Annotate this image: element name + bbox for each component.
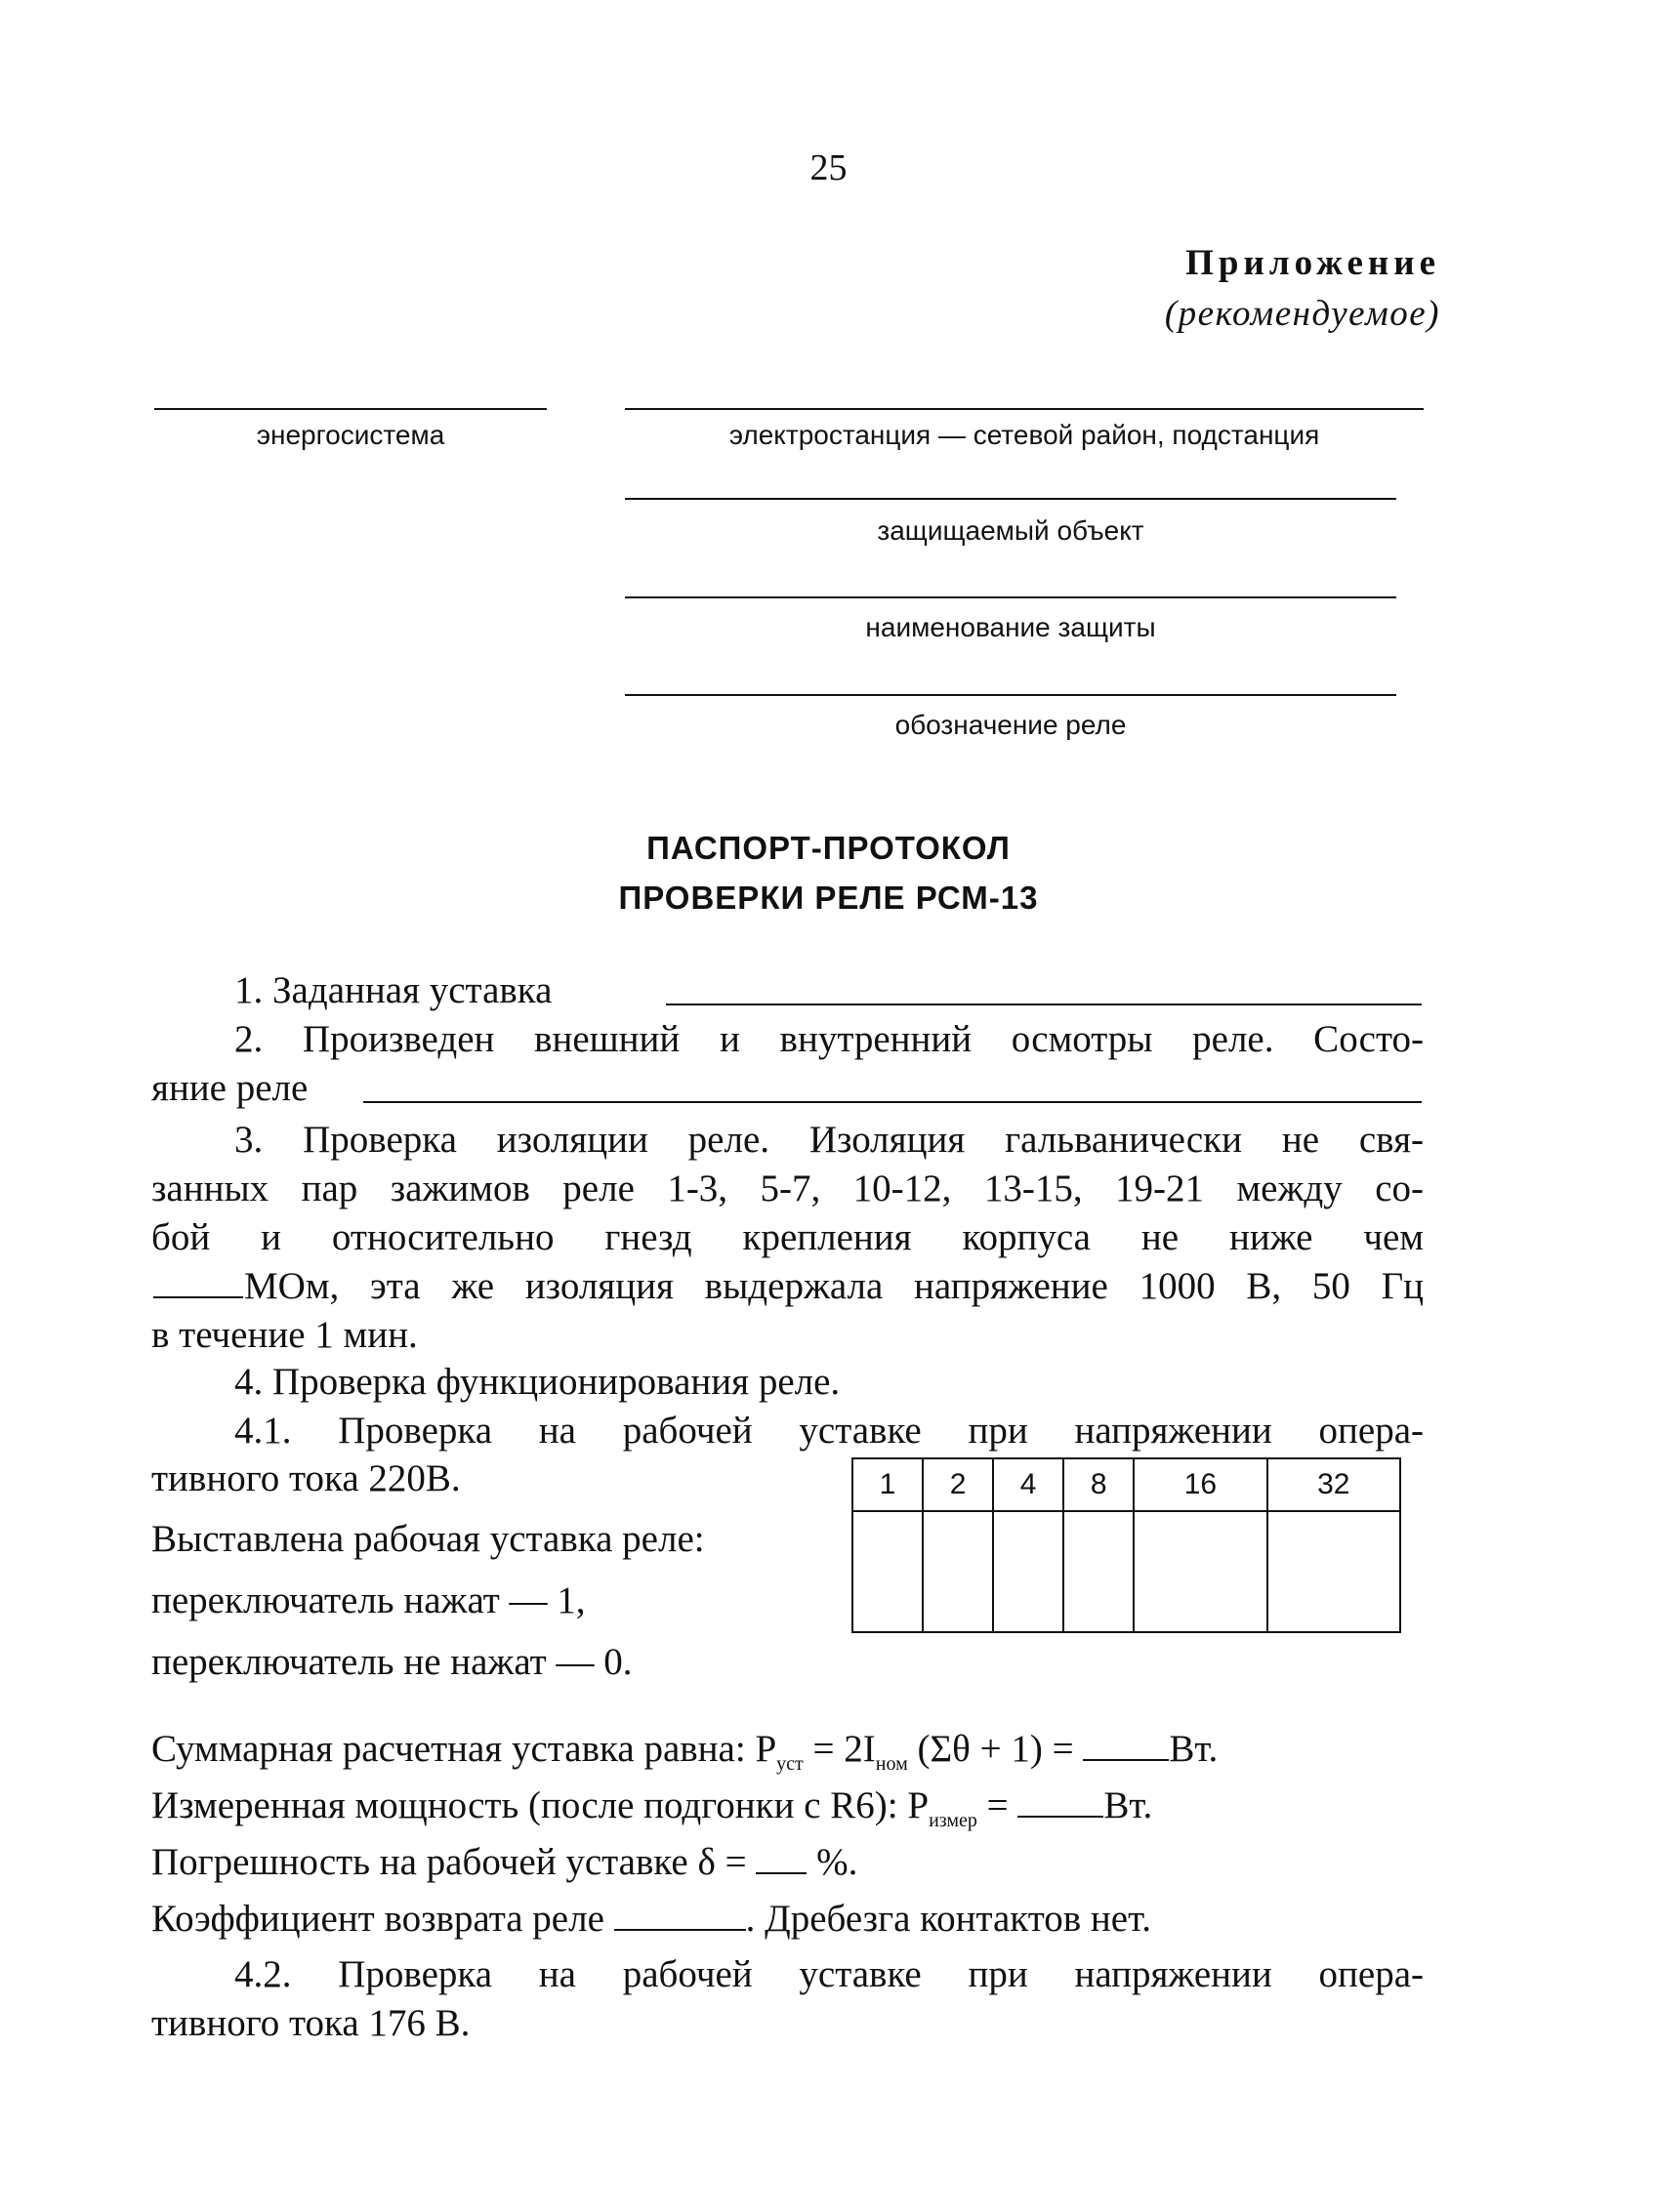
switch-table-value-row — [852, 1511, 1400, 1632]
switch-header-16: 16 — [1134, 1458, 1266, 1511]
switch-header-8: 8 — [1063, 1458, 1134, 1511]
error-suffix: %. — [807, 1841, 858, 1883]
protection-name-line — [625, 596, 1396, 598]
station-line — [625, 408, 1424, 410]
calculated-setting-blank — [1083, 1758, 1169, 1761]
calculated-setting-mid: = 2I — [803, 1728, 876, 1770]
appendix-note: (рекомендуемое) — [1164, 294, 1440, 334]
item3-line2: занных пар зажимов реле 1-3, 5-7, 10-12, 13-15, 19-21 между со- — [151, 1167, 1424, 1209]
switch-table — [851, 1457, 1401, 1633]
item1-label: 1. Заданная уставка — [234, 969, 553, 1011]
item2-line2: яние реле — [151, 1067, 309, 1109]
item41-line1: 4.1. Проверка на рабочей уставке при напряжении опера- — [234, 1410, 1424, 1452]
switch-header-2: 2 — [923, 1458, 993, 1511]
measured-power-blank — [1017, 1815, 1103, 1818]
station-caption: электростанция — сетевой район, подстанция — [728, 420, 1320, 450]
protected-object-line — [625, 498, 1396, 500]
return-coefficient-suffix: . Дребезга контактов нет. — [745, 1898, 1151, 1940]
switch-value-cell — [1134, 1511, 1266, 1632]
switch-value-cell — [1267, 1511, 1400, 1632]
calculated-setting-sub2: ном — [875, 1752, 908, 1775]
relay-designation-caption: обозначение реле — [894, 710, 1127, 740]
item3-line3: бой и относительно гнезд крепления корпуса не ниже чем — [151, 1216, 1424, 1258]
calculated-setting-unit: Вт. — [1169, 1728, 1219, 1770]
protected-object-caption: защищаемый объект — [877, 515, 1144, 546]
item3-line4: МОм, эта же изоляция выдержала напряжение 1000 В, 50 Гц — [244, 1265, 1424, 1307]
switch-value-cell — [993, 1511, 1063, 1632]
switch-table-header-row — [852, 1458, 1400, 1511]
error-prefix: Погрешность на рабочей уставке δ = — [151, 1841, 757, 1883]
return-coefficient-prefix: Коэффициент возврата реле — [151, 1898, 614, 1940]
relay-designation-line — [625, 694, 1396, 696]
item3-resistance-blank — [153, 1296, 243, 1298]
measured-power-eq: = — [976, 1784, 1018, 1826]
measured-power-prefix: Измеренная мощность (после подгонки с R6): Р — [151, 1784, 930, 1826]
item2-line1: 2. Произведен внешний и внутренний осмотры реле. Состо- — [234, 1018, 1424, 1060]
return-coefficient-blank — [614, 1928, 746, 1931]
measured-power-line — [151, 1786, 1152, 1830]
calculated-setting-line — [151, 1730, 1218, 1774]
document-title-line1: ПАСПОРТ-ПРОТОКОЛ — [646, 830, 1011, 866]
setting-line3: переключатель не нажат — 0. — [151, 1641, 633, 1683]
switch-header-32: 32 — [1267, 1458, 1400, 1511]
calculated-setting-suffix: (Σθ + 1) = — [907, 1728, 1084, 1770]
setting-line2: переключатель нажат — 1, — [151, 1579, 586, 1621]
switch-header-4: 4 — [993, 1458, 1063, 1511]
item1-fill-line — [666, 1004, 1422, 1005]
item42-line2: тивного тока 176 В. — [151, 2002, 471, 2044]
item42-line1: 4.2. Проверка на рабочей уставке при напряжении опера- — [234, 1953, 1424, 1995]
switch-header-1: 1 — [852, 1458, 923, 1511]
switch-value-cell — [1063, 1511, 1134, 1632]
error-line — [151, 1843, 857, 1881]
calculated-setting-prefix: Суммарная расчетная уставка равна: Р — [151, 1728, 777, 1770]
power-system-caption: энергосистема — [256, 420, 445, 450]
item41-line2: тивного тока 220В. — [151, 1457, 461, 1499]
power-system-line — [154, 408, 547, 410]
error-blank — [756, 1871, 807, 1874]
measured-power-unit: Вт. — [1103, 1784, 1153, 1826]
item3-line1: 3. Проверка изоляции реле. Изоляция гальванически не свя- — [234, 1119, 1424, 1161]
return-coefficient-line — [151, 1900, 1151, 1938]
switch-value-cell — [923, 1511, 993, 1632]
protection-name-caption: наименование защиты — [865, 612, 1156, 642]
calculated-setting-sub1: уст — [776, 1752, 804, 1775]
measured-power-sub: измер — [929, 1809, 977, 1831]
item2-fill-line — [363, 1101, 1422, 1103]
page-number: 25 — [809, 147, 848, 188]
appendix-title: Приложение — [1185, 243, 1440, 283]
setting-line1: Выставлена рабочая уставка реле: — [151, 1518, 705, 1560]
item3-line5: в течение 1 мин. — [151, 1314, 418, 1356]
document-title-line2: ПРОВЕРКИ РЕЛЕ РСМ-13 — [618, 880, 1039, 916]
item4-heading: 4. Проверка функционирования реле. — [234, 1361, 841, 1403]
switch-value-cell — [852, 1511, 923, 1632]
